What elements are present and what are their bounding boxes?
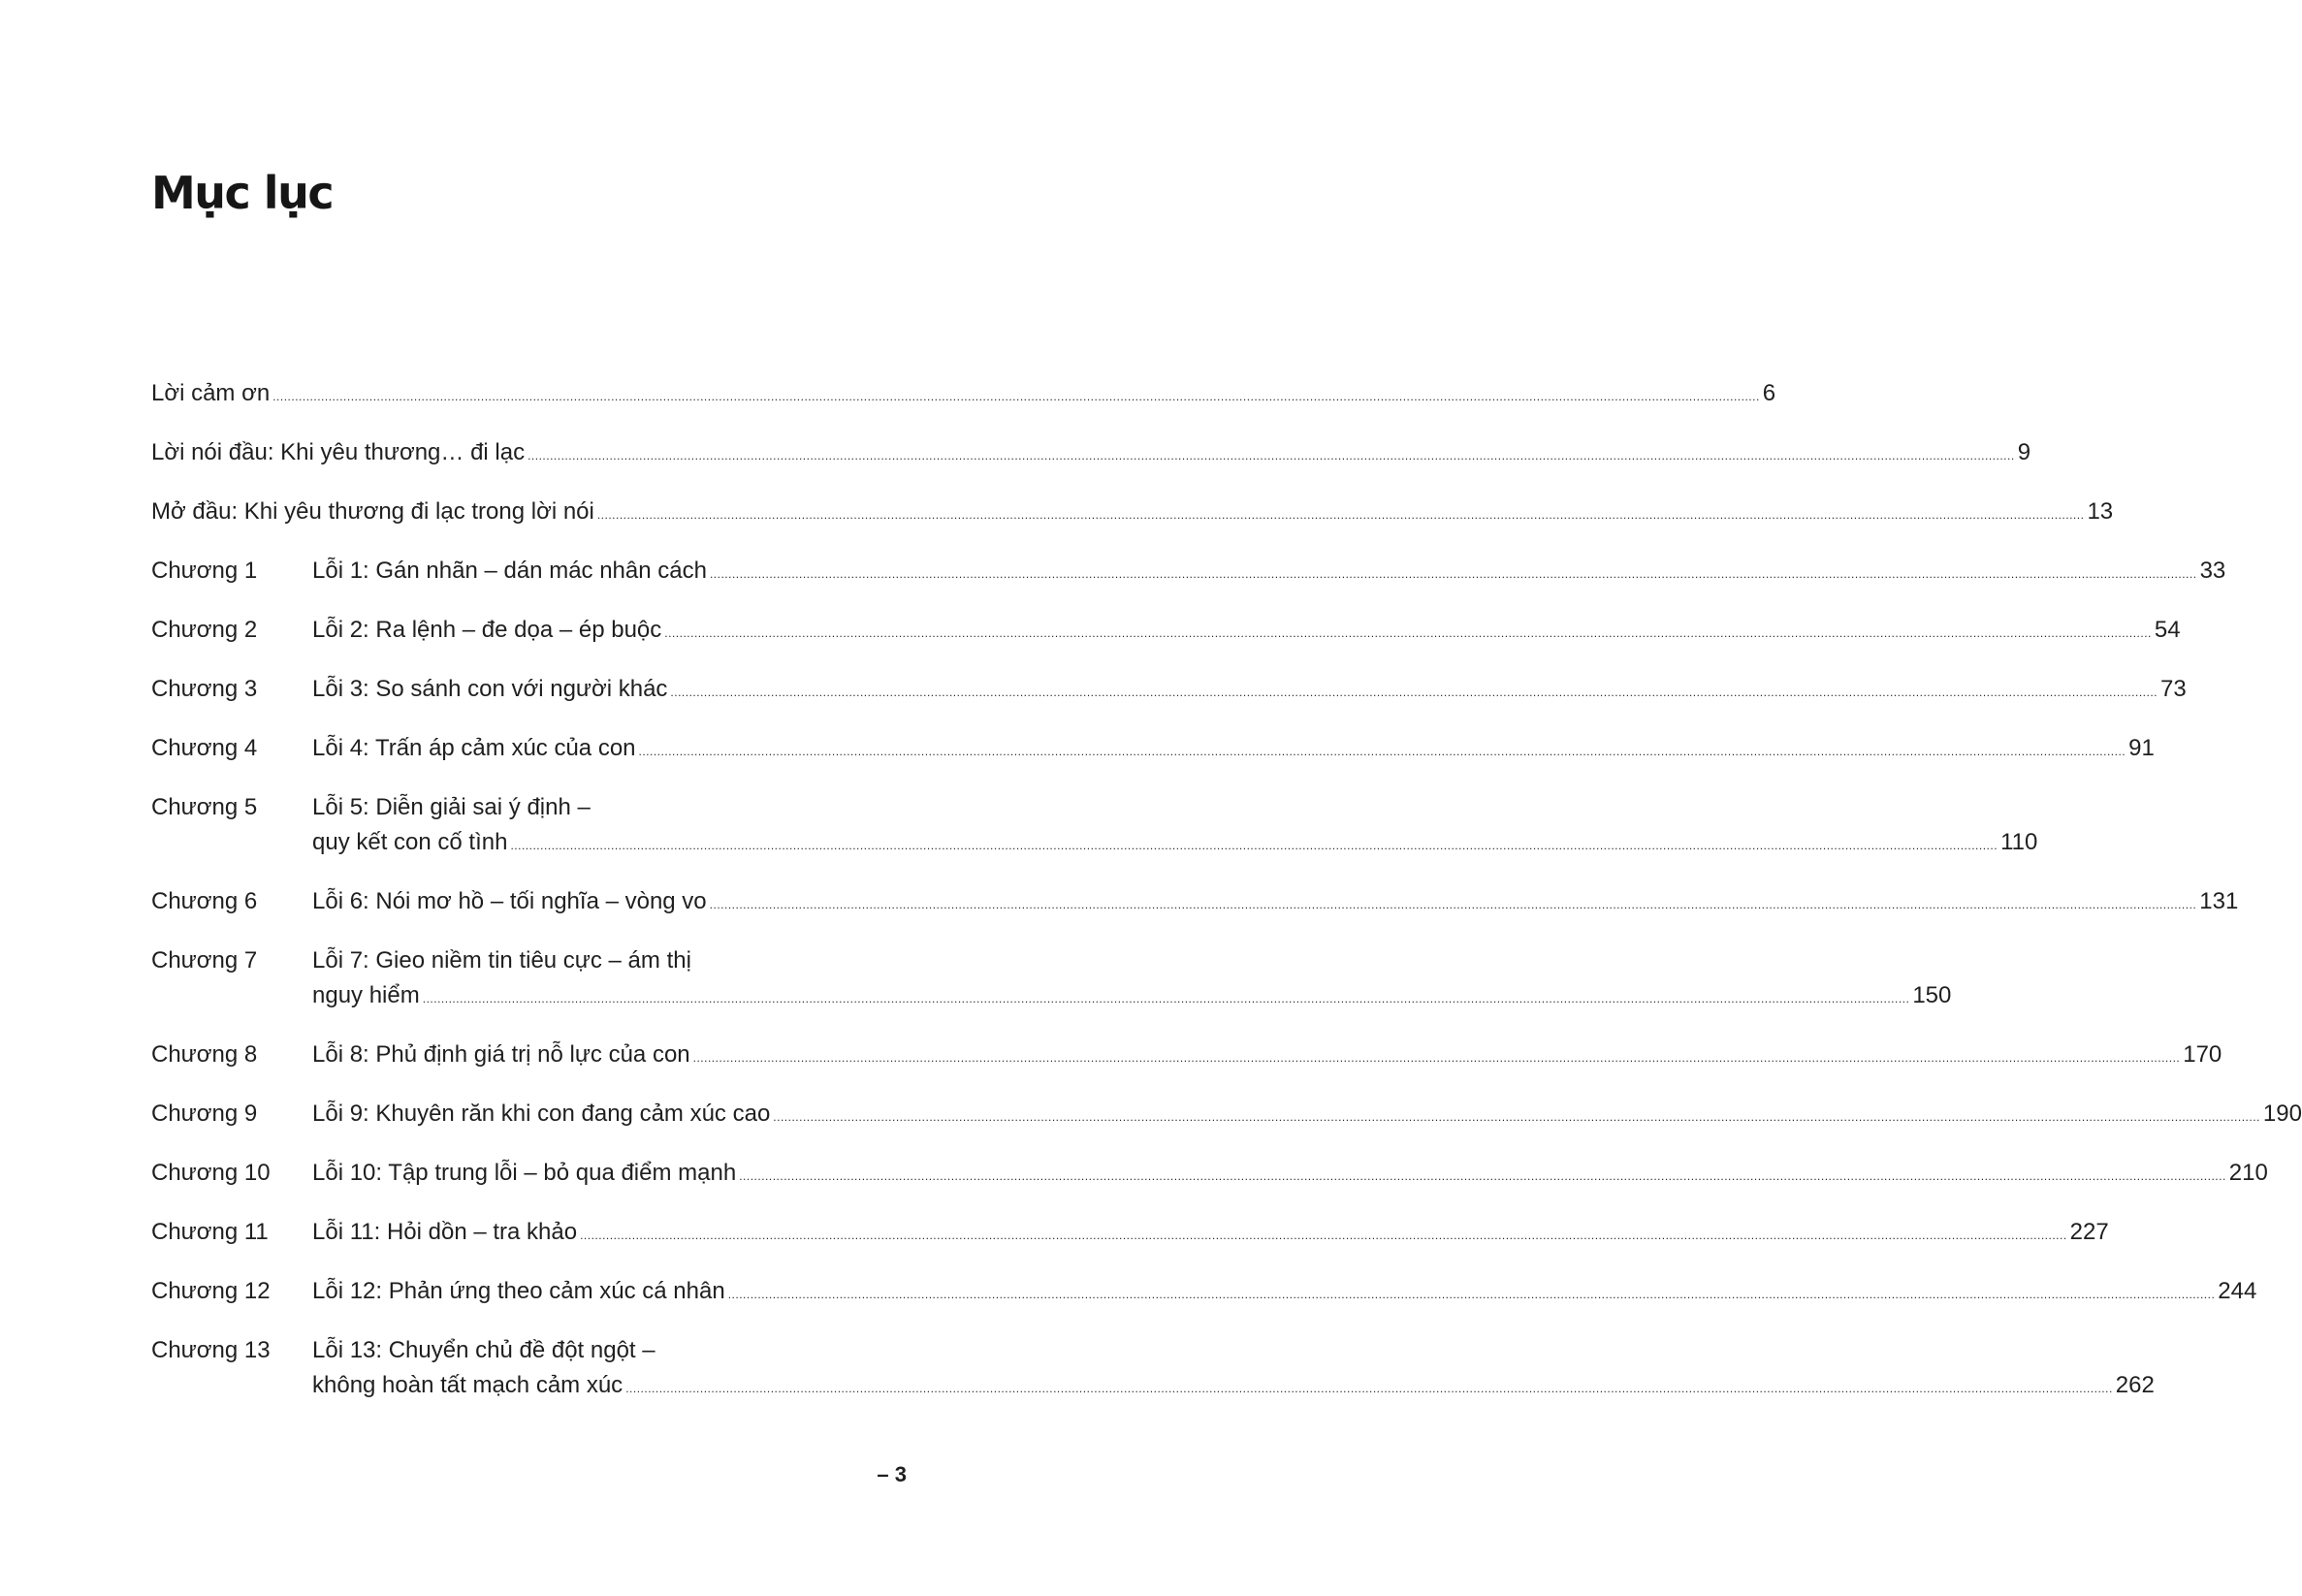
dot-leader: ................................................................................................................................................................................................................................................................................................................................................................................................................ bbox=[709, 898, 2197, 911]
chapter-label: Chương 1 bbox=[151, 558, 258, 584]
chapter-title-line: Lỗi 5: Diễn giải sai ý định – bbox=[312, 794, 591, 820]
dot-leader: ................................................................................................................................................................................................................................................................................................................................................................................................................ bbox=[727, 1288, 2216, 1301]
chapter-title-line: Lỗi 11: Hỏi dồn – tra khảo bbox=[312, 1219, 578, 1245]
chapter-label: Chương 3 bbox=[151, 676, 258, 702]
dot-leader: ................................................................................................................................................................................................................................................................................................................................................................................................................ bbox=[528, 449, 2015, 463]
dot-leader: ................................................................................................................................................................................................................................................................................................................................................................................................................ bbox=[422, 992, 1910, 1005]
toc-chapter-entry bbox=[151, 554, 2226, 591]
toc-chapter-entry bbox=[151, 1215, 2109, 1253]
entry-page-number: 190 bbox=[2262, 1101, 2302, 1127]
toc-chapter-entry bbox=[151, 943, 1952, 1016]
page-title: Mục lục bbox=[151, 167, 334, 219]
entry-page-number: 131 bbox=[2199, 888, 2239, 914]
dot-leader: ................................................................................................................................................................................................................................................................................................................................................................................................................ bbox=[670, 686, 2158, 699]
chapter-title-line: Lỗi 4: Trấn áp cảm xúc của con bbox=[312, 735, 636, 761]
entry-page-number: 33 bbox=[2199, 558, 2226, 584]
chapter-label: Chương 12 bbox=[151, 1278, 271, 1304]
toc-chapter-entry bbox=[151, 672, 2187, 710]
dot-leader: ................................................................................................................................................................................................................................................................................................................................................................................................................ bbox=[692, 1051, 2181, 1065]
chapter-title-line: quy kết con cố tình bbox=[312, 829, 508, 855]
entry-page-number: 210 bbox=[2228, 1160, 2268, 1186]
entry-title: Lời cảm ơn bbox=[151, 380, 271, 406]
entry-page-number: 244 bbox=[2218, 1278, 2257, 1304]
entry-title: Mở đầu: Khi yêu thương đi lạc trong lời nói bbox=[151, 498, 594, 525]
chapter-title-line: Lỗi 2: Ra lệnh – đe dọa – ép buộc bbox=[312, 617, 662, 643]
entry-page-number: 110 bbox=[2000, 829, 2038, 855]
dot-leader: ................................................................................................................................................................................................................................................................................................................................................................................................................ bbox=[625, 1382, 2113, 1395]
entry-page-number: 262 bbox=[2115, 1372, 2155, 1398]
entry-page-number: 6 bbox=[1762, 380, 1776, 406]
chapter-label: Chương 11 bbox=[151, 1219, 269, 1245]
dot-leader: ................................................................................................................................................................................................................................................................................................................................................................................................................ bbox=[664, 626, 2152, 640]
chapter-label: Chương 10 bbox=[151, 1160, 271, 1186]
chapter-title-line: Lỗi 7: Gieo niềm tin tiêu cực – ám thị bbox=[312, 947, 691, 974]
toc-chapter-entry bbox=[151, 790, 2038, 863]
dot-leader: ................................................................................................................................................................................................................................................................................................................................................................................................................ bbox=[272, 390, 1760, 403]
chapter-label: Chương 5 bbox=[151, 794, 258, 820]
toc-chapter-entry bbox=[151, 1274, 2257, 1312]
chapter-title-line: nguy hiểm bbox=[312, 982, 420, 1008]
dot-leader: ................................................................................................................................................................................................................................................................................................................................................................................................................ bbox=[596, 508, 2085, 522]
chapter-title-line: Lỗi 6: Nói mơ hồ – tối nghĩa – vòng vo bbox=[312, 888, 707, 914]
chapter-title-line: Lỗi 12: Phản ứng theo cảm xúc cá nhân bbox=[312, 1278, 725, 1304]
entry-page-number: 9 bbox=[2017, 439, 2031, 465]
toc-chapter-entry bbox=[151, 1333, 2155, 1406]
chapter-label: Chương 2 bbox=[151, 617, 258, 643]
toc-chapter-entry bbox=[151, 613, 2181, 651]
chapter-title-line: Lỗi 1: Gán nhãn – dán mác nhân cách bbox=[312, 558, 707, 584]
toc-chapter-entry bbox=[151, 1037, 2222, 1075]
dot-leader: ................................................................................................................................................................................................................................................................................................................................................................................................................ bbox=[739, 1169, 2226, 1183]
toc-chapter-entry bbox=[151, 1097, 2302, 1134]
chapter-label: Chương 6 bbox=[151, 888, 258, 914]
entry-title: Lời nói đầu: Khi yêu thương… đi lạc bbox=[151, 439, 526, 465]
chapter-label: Chương 9 bbox=[151, 1101, 258, 1127]
dot-leader: ................................................................................................................................................................................................................................................................................................................................................................................................................ bbox=[709, 567, 2197, 581]
entry-page-number: 73 bbox=[2160, 676, 2187, 702]
chapter-title-line: Lỗi 9: Khuyên răn khi con đang cảm xúc cao bbox=[312, 1101, 771, 1127]
chapter-label: Chương 7 bbox=[151, 947, 258, 974]
table-of-contents bbox=[151, 376, 2302, 1427]
front-matter-list bbox=[151, 376, 2114, 532]
page-number-footer: – 3 bbox=[877, 1462, 907, 1486]
entry-page-number: 227 bbox=[2069, 1219, 2109, 1245]
chapter-title-line: Lỗi 13: Chuyển chủ đề đột ngột – bbox=[312, 1337, 655, 1363]
entry-page-number: 13 bbox=[2087, 498, 2114, 525]
entry-page-number: 54 bbox=[2154, 617, 2181, 643]
chapter-title-line: Lỗi 10: Tập trung lỗi – bỏ qua điểm mạnh bbox=[312, 1160, 737, 1186]
chapter-label: Chương 4 bbox=[151, 735, 258, 761]
toc-chapter-entry bbox=[151, 731, 2155, 769]
dot-leader: ................................................................................................................................................................................................................................................................................................................................................................................................................ bbox=[773, 1110, 2260, 1124]
chapter-label: Chương 8 bbox=[151, 1041, 258, 1068]
dot-leader: ................................................................................................................................................................................................................................................................................................................................................................................................................ bbox=[580, 1229, 2067, 1242]
entry-page-number: 170 bbox=[2183, 1041, 2222, 1068]
toc-entry bbox=[151, 495, 2114, 532]
chapter-title-line: Lỗi 3: So sánh con với người khác bbox=[312, 676, 668, 702]
toc-chapter-entry bbox=[151, 884, 2239, 922]
entry-page-number: 150 bbox=[1912, 982, 1952, 1008]
dot-leader: ................................................................................................................................................................................................................................................................................................................................................................................................................ bbox=[638, 745, 2126, 758]
chapter-label: Chương 13 bbox=[151, 1337, 271, 1363]
toc-entry bbox=[151, 435, 2031, 473]
toc-chapter-entry bbox=[151, 1156, 2268, 1194]
dot-leader: ................................................................................................................................................................................................................................................................................................................................................................................................................ bbox=[510, 839, 1998, 852]
chapter-list bbox=[151, 554, 2302, 1406]
chapter-title-line: không hoàn tất mạch cảm xúc bbox=[312, 1372, 623, 1398]
toc-entry bbox=[151, 376, 1776, 414]
entry-page-number: 91 bbox=[2128, 735, 2155, 761]
chapter-title-line: Lỗi 8: Phủ định giá trị nỗ lực của con bbox=[312, 1041, 690, 1068]
